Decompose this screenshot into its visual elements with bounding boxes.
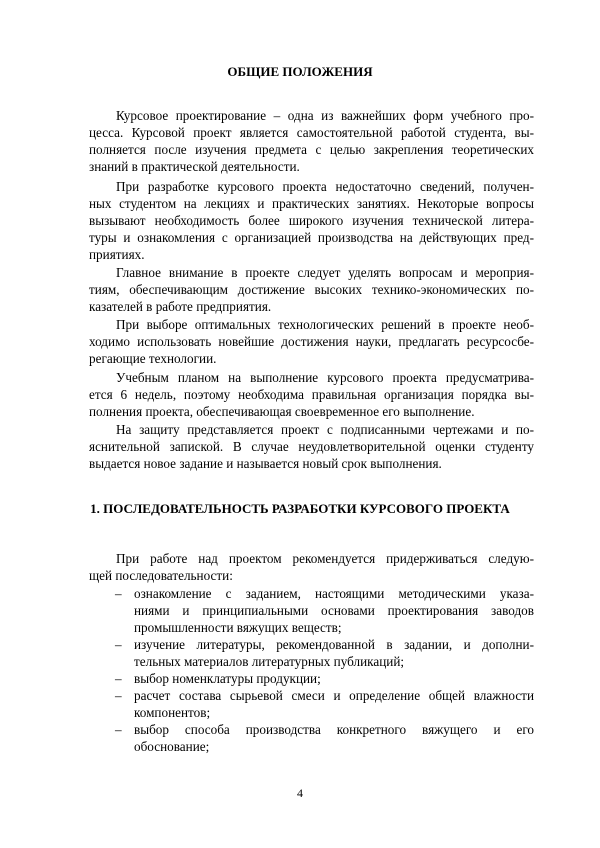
paragraph-line: знаний в практической деятельности. [89, 159, 300, 174]
bullet-marker: – [115, 688, 122, 703]
paragraph-line: ных студентом на лекциях и практических занятиях. Некоторые вопросы [89, 196, 534, 211]
list-item-line: выбор номенклатуры продукции; [134, 671, 321, 686]
paragraph-line: Курсовое проектирование – одна из важнейших форм учебного про- [116, 108, 534, 123]
paragraph-line: регающие технологии. [89, 351, 217, 366]
paragraph-line: Главное внимание в проекте следует уделять вопросам и мероприя- [116, 265, 534, 280]
list-item-line: расчет состава сырьевой смеси и определение общей влажности [134, 688, 534, 703]
paragraph-line: яснительной запиской. В случае неудовлетворительной оценки студенту [89, 439, 534, 454]
paragraph-line: тиям, обеспечивающим достижение высоких технико-экономических по- [89, 282, 534, 297]
paragraph-line: цесса. Курсовой проект является самостоятельной работой студента, вы- [89, 125, 534, 140]
list-item-line: выбор способа производства конкретного вяжущего и его [134, 722, 534, 737]
paragraph-line: На защиту представляется проект с подписанными чертежами и по- [116, 422, 534, 437]
paragraph-line: казателей в работе предприятия. [89, 299, 272, 314]
list-item-line: компонентов; [134, 705, 211, 720]
paragraph-line: При работе над проектом рекомендуется придерживаться следую- [116, 551, 534, 566]
bullet-marker: – [115, 671, 122, 686]
paragraph-line: полняется после изучения предмета с целью закрепления теоретических [89, 142, 534, 157]
bullet-marker: – [115, 586, 122, 601]
list-item-line: тельных материалов литературных публикаций; [134, 654, 405, 669]
list-item-line: промышленности вяжущих веществ; [134, 620, 342, 635]
section-title-1: 1. ПОСЛЕДОВАТЕЛЬНОСТЬ РАЗРАБОТКИ КУРСОВОГО ПРОЕКТА [90, 501, 510, 516]
paragraph-line: При выборе оптимальных технологических решений в проекте необ- [116, 317, 534, 332]
list-item-line: обоснование; [134, 739, 210, 754]
section-title-general: ОБЩИЕ ПОЛОЖЕНИЯ [227, 64, 373, 79]
page-number: 4 [297, 786, 303, 800]
paragraph-line: Учебным планом на выполнение курсового проекта предусматрива- [116, 370, 534, 385]
paragraph-line: туры и ознакомления с организацией производства на действующих пред- [89, 230, 534, 245]
paragraph-line: приятиях. [89, 247, 145, 262]
paragraph-line: ходимо использовать новейшие достижения науки, предлагать ресурсосбе- [89, 334, 534, 349]
list-item-line: ознакомление с заданием, настоящими методическими указа- [134, 586, 534, 601]
paragraph-line: выдается новое задание и называется новый срок выполнения. [89, 456, 442, 471]
paragraph-line: При разработке курсового проекта недостаточно сведений, получен- [116, 179, 534, 194]
list-item-line: изучение литературы, рекомендованной в задании, и дополни- [134, 637, 534, 652]
paragraph-line: вызывают необходимость более широкого изучения технической литера- [89, 213, 534, 228]
bullet-marker: – [115, 637, 122, 652]
paragraph-line: ется 6 недель, поэтому необходима правильная организация порядка вы- [89, 387, 534, 402]
paragraph-line: полнения проекта, обеспечивающая своевременное его выполнение. [89, 404, 475, 419]
paragraph-line: щей последовательности: [89, 568, 233, 583]
list-item-line: ниями и принципиальными основами проектирования заводов [134, 603, 534, 618]
bullet-marker: – [115, 722, 122, 737]
